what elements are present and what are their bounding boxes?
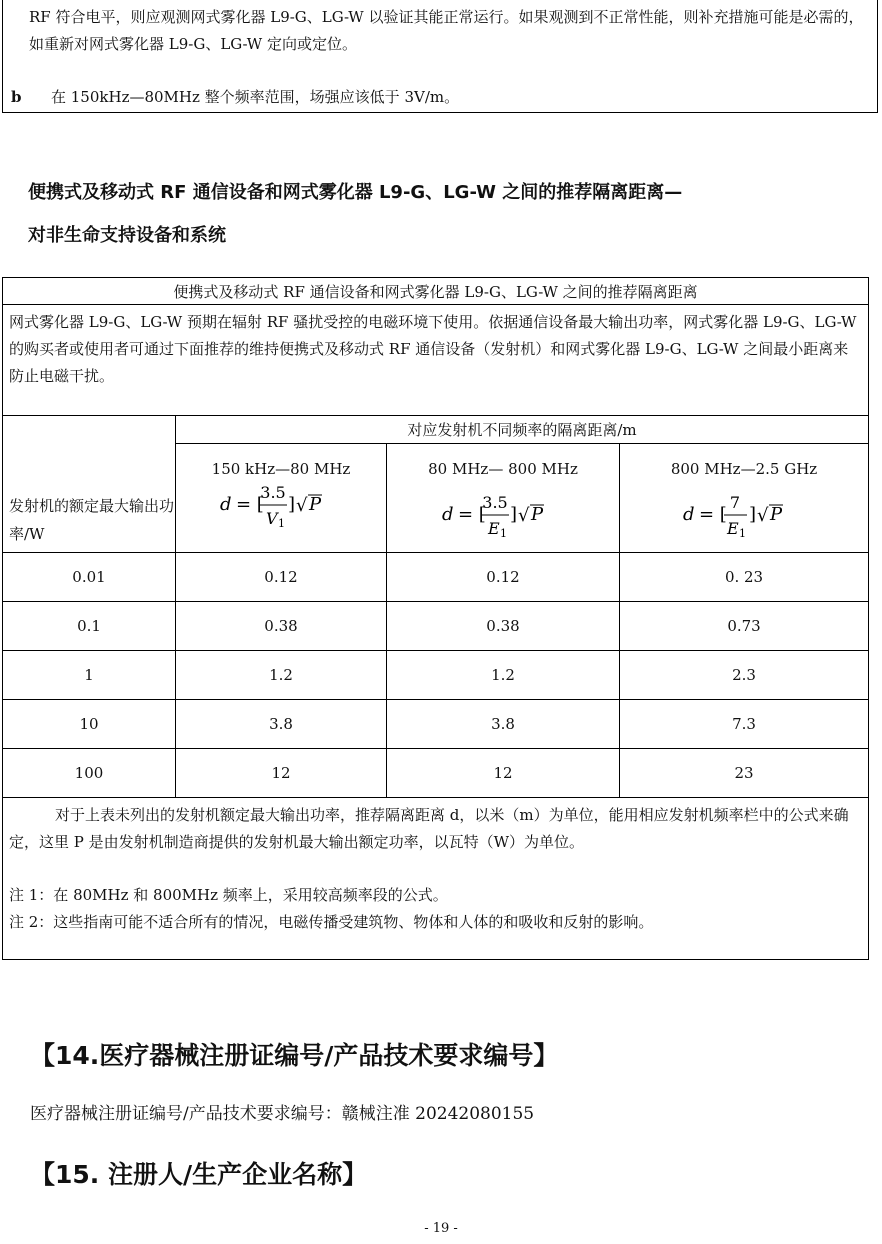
formula-d: d bbox=[683, 504, 695, 525]
formula-denominator-var: V bbox=[266, 509, 278, 528]
separation-distance-table bbox=[2, 277, 869, 960]
footnote-paragraph: 对于上表未列出的发射机额定最大输出功率，推荐隔离距离 d，以米（m）为单位，能用相应发射机频率栏中的公式来确定，这里 P 是由发射机制造商提供的发射机最大输出额定功率，以瓦特（W）为单位。 bbox=[9, 806, 849, 851]
formula-denominator-var: E bbox=[488, 519, 500, 538]
section-heading-line2: 对非生命支持设备和系统 bbox=[28, 225, 226, 246]
section-15-heading: 【15. 注册人/生产企业名称】 bbox=[30, 1160, 368, 1189]
distance-cell: 0.12 bbox=[176, 553, 387, 602]
sqrt-symbol: √ bbox=[757, 505, 769, 526]
item-b-text: 在 150kHz—80MHz 整个频率范围，场强应该低于 3V/m。 bbox=[51, 88, 460, 106]
sqrt-symbol: √ bbox=[296, 495, 308, 516]
distance-cell: 12 bbox=[387, 749, 620, 798]
item-b-marker: b bbox=[11, 88, 22, 106]
formula-close-bracket: ] bbox=[510, 504, 518, 525]
formula-denominator-sub: 1 bbox=[278, 517, 285, 530]
formula-close-bracket: ] bbox=[749, 504, 757, 525]
table-row bbox=[3, 602, 869, 651]
freq-column-3 bbox=[620, 444, 869, 553]
distance-cell: 3.8 bbox=[387, 700, 620, 749]
distance-cell: 1.2 bbox=[387, 651, 620, 700]
top-paragraph: RF 符合电平，则应观测网式雾化器 L9-G、LG-W 以验证其能正常运行。如果观测到不正常性能，则补充措施可能是必需的，如重新对网式雾化器 L9-G、LG-W 定向或定位。 bbox=[29, 8, 864, 53]
formula-d: d bbox=[442, 504, 454, 525]
item-b bbox=[11, 86, 459, 108]
distance-cell: 0.12 bbox=[387, 553, 620, 602]
table-row bbox=[3, 749, 869, 798]
freq-range-1: 150 kHz—80 MHz bbox=[211, 460, 351, 478]
formula-d: d bbox=[220, 494, 232, 515]
distance-cell: 3.8 bbox=[176, 700, 387, 749]
table-intro: 网式雾化器 L9-G、LG-W 预期在辐射 RF 骚扰受控的电磁环境下使用。依据通信设备最大输出功率，网式雾化器 L9-G、LG-W 的购买者或使用者可通过下面推荐的维持便携式及移动式 RF 通信设备（发射机）和网式雾化器 L9-G、LG-W 之间最小距离来防止电磁干扰。 bbox=[3, 305, 869, 416]
table-row bbox=[3, 553, 869, 602]
power-cell: 100 bbox=[3, 749, 176, 798]
formula-2 bbox=[438, 492, 568, 542]
freq-range-2: 80 MHz— 800 MHz bbox=[428, 460, 578, 478]
top-text-box bbox=[2, 0, 878, 113]
distance-cell: 7.3 bbox=[620, 700, 869, 749]
table-footnotes bbox=[3, 798, 869, 960]
freq-column-2 bbox=[387, 444, 620, 553]
distance-cell: 23 bbox=[620, 749, 869, 798]
formula-denominator-sub: 1 bbox=[500, 527, 507, 540]
table-row bbox=[3, 700, 869, 749]
distance-cell: 2.3 bbox=[620, 651, 869, 700]
freq-range-3: 800 MHz—2.5 GHz bbox=[670, 460, 818, 478]
formula-denominator-sub: 1 bbox=[739, 527, 747, 540]
formula-p: P bbox=[531, 504, 544, 525]
note-1: 注 1：在 80MHz 和 800MHz 频率上，采用较高频率段的公式。 bbox=[9, 886, 448, 904]
formula-3 bbox=[679, 492, 809, 542]
formula-numerator: 3.5 bbox=[482, 493, 508, 512]
sqrt-symbol: √ bbox=[518, 505, 530, 526]
formula-denominator-var: E bbox=[727, 519, 739, 538]
distance-cell: 12 bbox=[176, 749, 387, 798]
power-cell: 1 bbox=[3, 651, 176, 700]
group-header: 对应发射机不同频率的隔离距离/m bbox=[176, 416, 869, 444]
formula-p: P bbox=[770, 504, 783, 525]
formula-eq: = [ bbox=[236, 494, 264, 515]
power-cell: 10 bbox=[3, 700, 176, 749]
row-header: 发射机的额定最大输出功率/W bbox=[3, 416, 176, 553]
formula-close-bracket: ] bbox=[288, 494, 296, 515]
formula-eq: = [ bbox=[458, 504, 486, 525]
formula-1 bbox=[216, 482, 346, 532]
formula-numerator: 3.5 bbox=[260, 483, 286, 502]
distance-cell: 0. 23 bbox=[620, 553, 869, 602]
formula-numerator: 7 bbox=[729, 493, 741, 512]
table-caption: 便携式及移动式 RF 通信设备和网式雾化器 L9-G、LG-W 之间的推荐隔离距离 bbox=[3, 278, 869, 305]
distance-cell: 1.2 bbox=[176, 651, 387, 700]
power-cell: 0.01 bbox=[3, 553, 176, 602]
page-number: - 19 - bbox=[424, 1221, 458, 1236]
formula-eq: = [ bbox=[699, 504, 727, 525]
distance-cell: 0.73 bbox=[620, 602, 869, 651]
formula-p: P bbox=[309, 494, 322, 515]
section-14-text: 医疗器械注册证编号/产品技术要求编号：赣械注准 20242080155 bbox=[30, 1104, 535, 1124]
freq-column-1 bbox=[176, 444, 387, 553]
power-cell: 0.1 bbox=[3, 602, 176, 651]
section-14-heading: 【14.医疗器械注册证编号/产品技术要求编号】 bbox=[30, 1041, 559, 1070]
table-row bbox=[3, 651, 869, 700]
section-heading-line1: 便携式及移动式 RF 通信设备和网式雾化器 L9-G、LG-W 之间的推荐隔离距离— bbox=[28, 182, 683, 203]
distance-cell: 0.38 bbox=[387, 602, 620, 651]
distance-cell: 0.38 bbox=[176, 602, 387, 651]
note-2: 注 2：这些指南可能不适合所有的情况，电磁传播受建筑物、物体和人体的和吸收和反射的影响。 bbox=[9, 913, 654, 931]
